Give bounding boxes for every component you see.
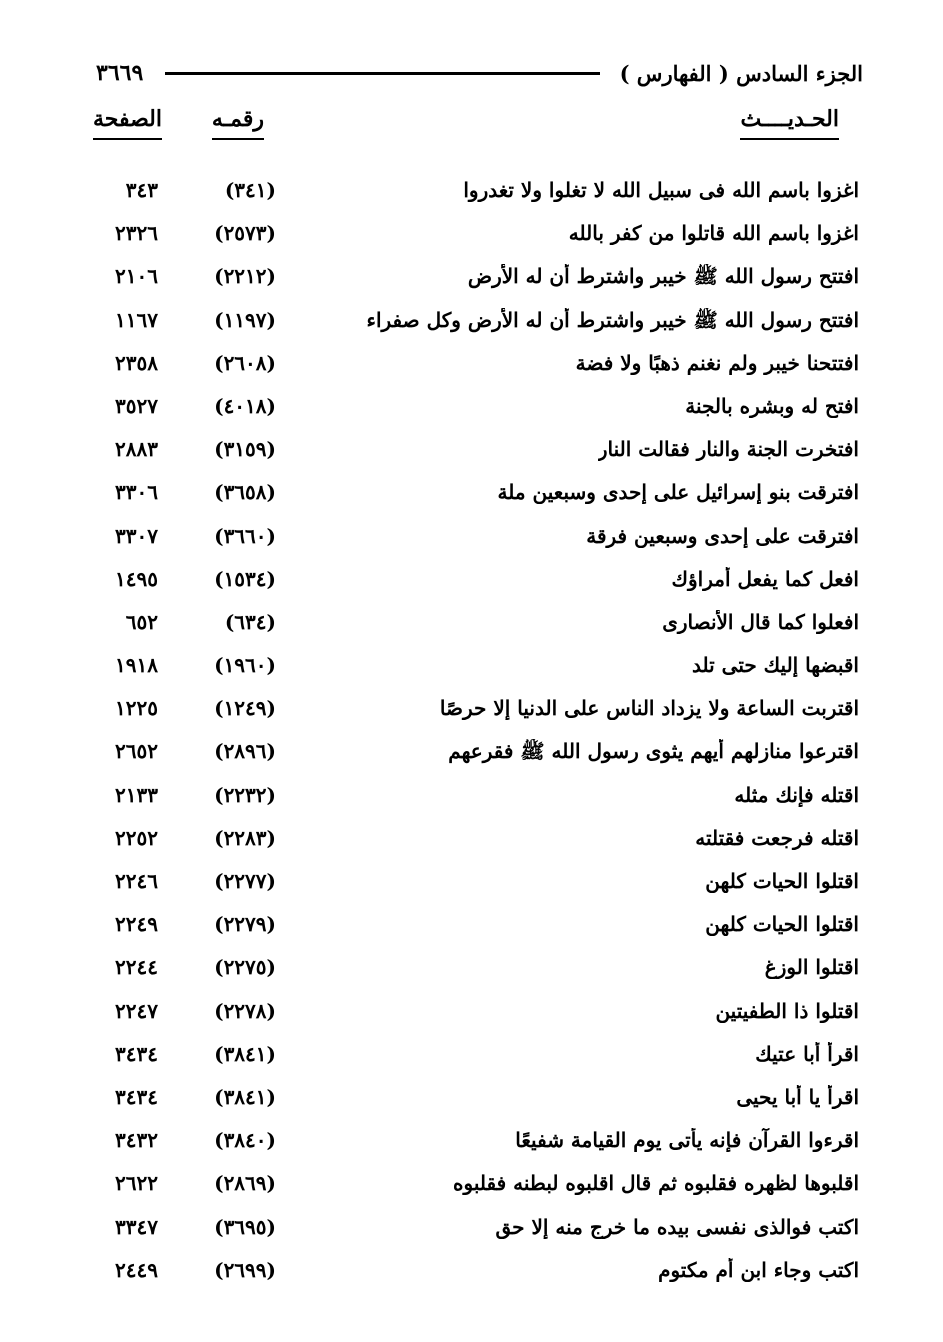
hadith-page: ٢٣٥٨	[115, 350, 158, 375]
index-row	[0, 647, 943, 690]
hadith-text: اقترعوا منازلهم أيهم يثوى رسول الله ﷺ فقرعهم	[448, 739, 859, 764]
index-row	[0, 431, 943, 474]
hadith-text: افتتح رسول الله ﷺ خيبر واشترط أن له الأرض وكل صفراء	[366, 307, 859, 332]
hadith-number: (٢٨٩٦)	[214, 739, 276, 764]
hadith-text: اقتربت الساعة ولا يزداد الناس على الدنيا إلا حرصًا	[439, 696, 859, 721]
hadith-number: (١٢٤٩)	[214, 696, 276, 721]
hadith-text: اقتله فإنك مثله	[734, 782, 859, 807]
hadith-text: افترقت على إحدى وسبعين فرقة	[586, 523, 859, 548]
hadith-text: اقلبوها لظهره فقلبوه ثم قال اقلبوه لبطنه فقلبوه	[453, 1171, 859, 1196]
hadith-text: اغزوا باسم الله قاتلوا من كفر بالله	[568, 221, 859, 246]
hadith-text: اقرأ أبا عتيك	[755, 1041, 859, 1066]
index-row	[0, 863, 943, 906]
index-row	[0, 690, 943, 733]
index-entries	[0, 172, 943, 1295]
index-row	[0, 733, 943, 776]
hadith-text: افعل كما يفعل أمراؤك	[671, 566, 859, 591]
hadith-page: ١٢٢٥	[115, 696, 158, 721]
running-header	[96, 56, 863, 90]
hadith-text: اغزوا باسم الله فى سبيل الله لا تغلوا ولا تغدروا	[463, 178, 859, 202]
hadith-text: اقتلوا ذا الطفيتين	[715, 998, 859, 1023]
hadith-text: افترقت بنو إسرائيل على إحدى وسبعين ملة	[497, 480, 859, 505]
hadith-page: ١٩١٨	[115, 653, 158, 678]
hadith-number: (٣٦٦٠)	[214, 523, 276, 548]
hadith-page: ٢٦٢٢	[115, 1171, 158, 1196]
index-row	[0, 1252, 943, 1295]
index-row	[0, 1036, 943, 1079]
hadith-number: (٢٢٧٧)	[214, 869, 276, 893]
hadith-page: ٢٨٨٣	[115, 437, 158, 462]
index-row	[0, 345, 943, 388]
hadith-page: ١١٦٧	[115, 307, 158, 332]
hadith-text: اكتب وجاء ابن أم مكتوم	[658, 1257, 859, 1282]
index-row	[0, 604, 943, 647]
hadith-number: (١٩٦٠)	[214, 653, 276, 678]
hadith-number: (٢٥٧٣)	[214, 221, 276, 246]
hadith-number: (٣٦٥٨)	[214, 480, 276, 505]
hadith-page: ٣٣٠٧	[115, 523, 158, 548]
hadith-page: ٣٣٠٦	[115, 480, 158, 505]
index-row	[0, 1079, 943, 1122]
index-row	[0, 302, 943, 345]
hadith-page: ٢٦٥٢	[115, 739, 158, 764]
running-title: الجزء السادس ( الفهارس )	[619, 60, 863, 86]
hadith-page: ٣٤٣٤	[115, 1041, 158, 1066]
index-row	[0, 993, 943, 1036]
index-row	[0, 388, 943, 431]
index-row	[0, 1122, 943, 1165]
hadith-page: ٣٤٣٢	[115, 1128, 158, 1153]
hadith-text: اقتلوا الحيات كلهن	[705, 912, 859, 937]
hadith-number: (٢٢٧٨)	[214, 998, 276, 1023]
column-headers	[92, 106, 839, 150]
hadith-text: افعلوا كما قال الأنصارى	[662, 609, 859, 634]
index-row	[0, 518, 943, 561]
index-row	[0, 1209, 943, 1252]
hadith-number: (٢٢١٢)	[214, 264, 276, 289]
index-row	[0, 949, 943, 992]
index-row	[0, 258, 943, 301]
hadith-number: (٣١٥٩)	[214, 437, 276, 462]
hadith-page: ٢١٠٦	[115, 264, 158, 289]
hadith-page: ٣٥٢٧	[115, 393, 158, 418]
hadith-number: (٣٨٤١)	[214, 1041, 276, 1066]
hadith-text: افتح له وبشره بالجنة	[685, 393, 859, 418]
hadith-number: (٢٢٧٥)	[214, 955, 276, 980]
hadith-number: (٣٤١)	[224, 178, 276, 202]
hadith-number: (٢٢٧٩)	[214, 912, 276, 937]
hadith-text: اقرءوا القرآن فإنه يأتى يوم القيامة شفيعًا	[515, 1128, 859, 1153]
index-row	[0, 820, 943, 863]
hadith-page: ٢٢٤٩	[115, 912, 158, 937]
hadith-number: (٣٦٩٥)	[214, 1214, 276, 1239]
index-row	[0, 215, 943, 258]
page-number: ٣٦٦٩	[96, 60, 144, 86]
index-row	[0, 1165, 943, 1208]
hadith-text: افتخرت الجنة والنار فقالت النار	[597, 437, 859, 462]
hadith-page: ٣٣٤٧	[115, 1214, 158, 1239]
hadith-page: ٢٣٢٦	[115, 221, 158, 246]
header-rule	[165, 72, 599, 75]
hadith-number: (٣٨٤١)	[214, 1084, 276, 1109]
hadith-number: (٦٣٤)	[224, 609, 276, 634]
hadith-page: ٢١٣٣	[115, 782, 158, 807]
index-row	[0, 777, 943, 820]
index-row	[0, 172, 943, 215]
hadith-number: (١١٩٧)	[214, 307, 276, 332]
hadith-number: (٣٨٤٠)	[214, 1128, 276, 1153]
hadith-text: اقتلوا الوزغ	[764, 955, 859, 980]
hadith-page: ٢٢٤٤	[115, 955, 158, 980]
index-row	[0, 561, 943, 604]
hadith-page: ٢٢٤٦	[115, 869, 158, 893]
hadith-page: ٢٢٤٧	[115, 998, 158, 1023]
hadith-number: (٤٠١٨)	[214, 393, 276, 418]
hadith-number: (٢٦٩٩)	[214, 1257, 276, 1282]
hadith-page: ٢٤٤٩	[115, 1257, 158, 1282]
hadith-number: (٢٢٨٣)	[214, 825, 276, 850]
hadith-page: ١٤٩٥	[115, 566, 158, 591]
column-header-number: رقمـه	[212, 106, 264, 140]
hadith-number: (٢٨٦٩)	[214, 1171, 276, 1196]
hadith-text: اقتله فرجعت فقتلته	[695, 825, 859, 850]
hadith-text: اقتلوا الحيات كلهن	[705, 869, 859, 893]
index-row	[0, 906, 943, 949]
index-row	[0, 474, 943, 517]
hadith-number: (٢٢٣٢)	[214, 782, 276, 807]
hadith-text: افتتحنا خيبر ولم نغنم ذهبًا ولا فضة	[575, 350, 859, 375]
hadith-text: افتتح رسول الله ﷺ خيبر واشترط أن له الأرض	[467, 264, 859, 289]
hadith-text: اقبضها إليك حتى تلد	[692, 653, 859, 678]
column-header-hadith: الحـديــــث	[740, 106, 839, 140]
hadith-page: ٣٤٣	[125, 178, 158, 202]
column-header-page: الصفحة	[93, 106, 162, 140]
hadith-page: ٢٢٥٢	[115, 825, 158, 850]
hadith-page: ٣٤٣٤	[115, 1084, 158, 1109]
hadith-text: اقرأ يا أبا يحيى	[736, 1084, 859, 1109]
hadith-number: (١٥٣٤)	[214, 566, 276, 591]
hadith-number: (٢٦٠٨)	[214, 350, 276, 375]
hadith-text: اكتب فوالذى نفسى بيده ما خرج منه إلا حق	[495, 1214, 859, 1239]
hadith-page: ٦٥٢	[125, 609, 158, 634]
